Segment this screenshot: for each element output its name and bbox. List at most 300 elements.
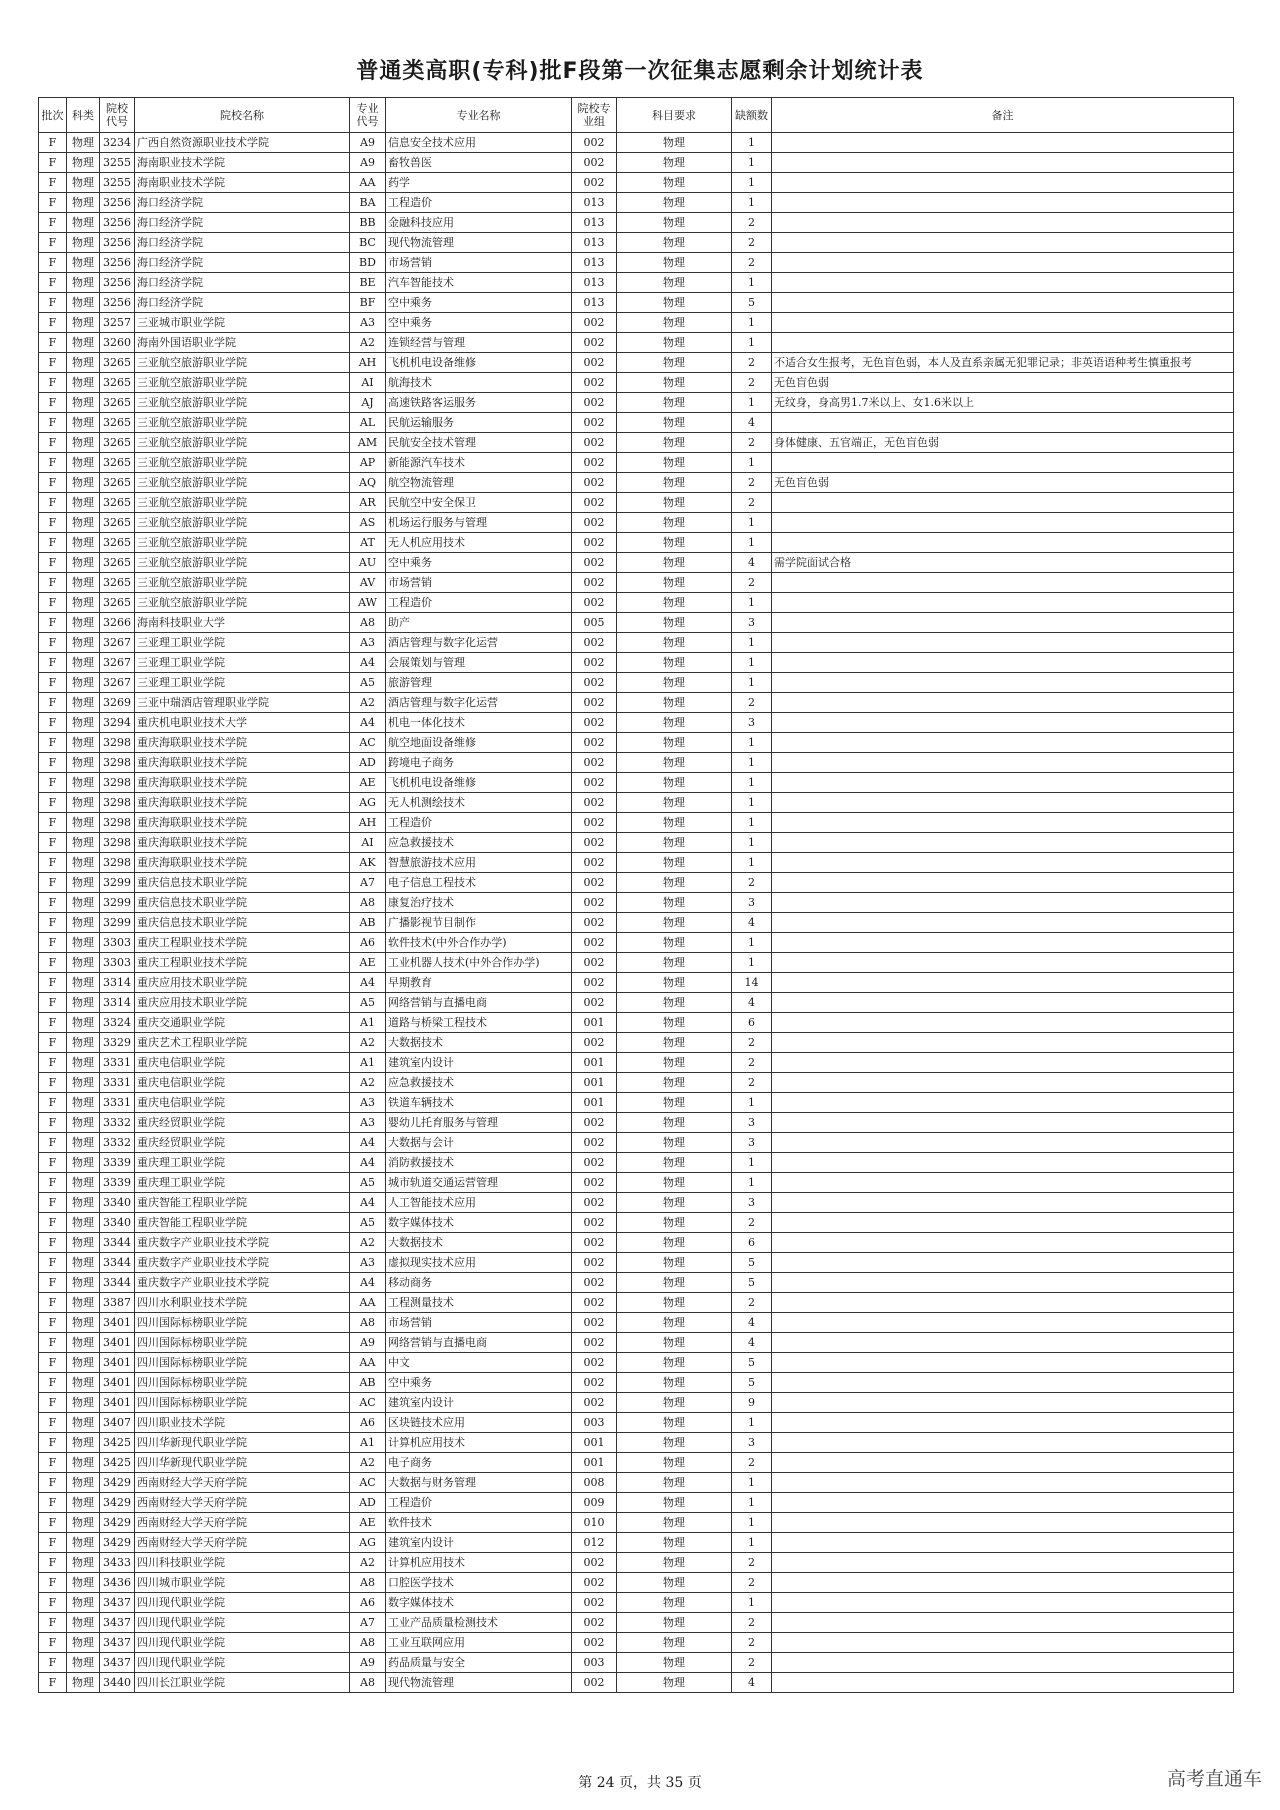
vacancy-cell: 4 (732, 553, 772, 573)
requirement-cell: 物理 (617, 1133, 732, 1153)
remarks-cell: 需学院面试合格 (772, 553, 1234, 573)
major-name-cell: 市场营销 (386, 573, 572, 593)
batch-cell: F (39, 1373, 67, 1393)
table-row (39, 193, 1234, 213)
school-name-cell: 重庆经贸职业学院 (135, 1113, 350, 1133)
major-code-cell: A6 (350, 1413, 386, 1433)
category-cell: 物理 (67, 913, 100, 933)
vacancy-cell: 4 (732, 1313, 772, 1333)
vacancy-cell: 3 (732, 713, 772, 733)
batch-cell: F (39, 1413, 67, 1433)
school-name-cell: 重庆电信职业学院 (135, 1053, 350, 1073)
requirement-cell: 物理 (617, 1353, 732, 1373)
major-code-cell: AB (350, 1373, 386, 1393)
major-code-cell: AB (350, 913, 386, 933)
vacancy-cell: 1 (732, 1593, 772, 1613)
school-name-cell: 重庆数字产业职业技术学院 (135, 1233, 350, 1253)
category-cell: 物理 (67, 733, 100, 753)
category-cell: 物理 (67, 773, 100, 793)
major-name-cell: 计算机应用技术 (386, 1433, 572, 1453)
major-name-cell: 大数据技术 (386, 1033, 572, 1053)
batch-cell: F (39, 733, 67, 753)
requirement-cell: 物理 (617, 1073, 732, 1093)
major-code-cell: AQ (350, 473, 386, 493)
school-code-cell: 3298 (100, 733, 135, 753)
vacancy-cell: 2 (732, 353, 772, 373)
vacancy-cell: 1 (732, 1533, 772, 1553)
remarks-cell (772, 1413, 1234, 1433)
major-code-cell: AR (350, 493, 386, 513)
group-cell: 002 (572, 473, 617, 493)
major-code-cell: A2 (350, 333, 386, 353)
school-code-cell: 3440 (100, 1673, 135, 1693)
major-name-cell: 建筑室内设计 (386, 1533, 572, 1553)
batch-cell: F (39, 1553, 67, 1573)
school-name-cell: 三亚航空旅游职业学院 (135, 593, 350, 613)
group-cell: 002 (572, 313, 617, 333)
school-code-cell: 3265 (100, 593, 135, 613)
school-code-cell: 3256 (100, 213, 135, 233)
major-code-cell: AL (350, 413, 386, 433)
group-cell: 002 (572, 673, 617, 693)
vacancy-cell: 2 (732, 1293, 772, 1313)
table-row (39, 473, 1234, 493)
requirement-cell: 物理 (617, 1393, 732, 1413)
school-name-cell: 三亚航空旅游职业学院 (135, 433, 350, 453)
batch-cell: F (39, 553, 67, 573)
remarks-cell (772, 813, 1234, 833)
major-name-cell: 民航空中安全保卫 (386, 493, 572, 513)
category-cell: 物理 (67, 353, 100, 373)
remarks-cell (772, 513, 1234, 533)
major-code-cell: A2 (350, 1453, 386, 1473)
school-name-cell: 海口经济学院 (135, 213, 350, 233)
category-cell: 物理 (67, 1233, 100, 1253)
school-name-cell: 三亚航空旅游职业学院 (135, 413, 350, 433)
school-name-cell: 重庆海联职业技术学院 (135, 773, 350, 793)
table-row (39, 793, 1234, 813)
requirement-cell: 物理 (617, 1173, 732, 1193)
group-cell: 002 (572, 813, 617, 833)
major-name-cell: 铁道车辆技术 (386, 1093, 572, 1113)
school-code-cell: 3269 (100, 693, 135, 713)
major-name-cell: 机电一体化技术 (386, 713, 572, 733)
school-code-cell: 3256 (100, 193, 135, 213)
vacancy-cell: 1 (732, 793, 772, 813)
school-name-cell: 四川国际标榜职业学院 (135, 1373, 350, 1393)
school-name-cell: 四川国际标榜职业学院 (135, 1313, 350, 1333)
requirement-cell: 物理 (617, 353, 732, 373)
remarks-cell (772, 1113, 1234, 1133)
table-row (39, 753, 1234, 773)
group-cell: 002 (572, 1393, 617, 1413)
vacancy-cell: 1 (732, 513, 772, 533)
table-row (39, 453, 1234, 473)
school-code-cell: 3234 (100, 133, 135, 153)
remarks-cell (772, 853, 1234, 873)
requirement-cell: 物理 (617, 893, 732, 913)
table-row (39, 1113, 1234, 1133)
table-row (39, 1233, 1234, 1253)
batch-cell: F (39, 473, 67, 493)
remarks-cell (772, 1313, 1234, 1333)
major-code-cell: AP (350, 453, 386, 473)
vacancy-cell: 1 (732, 593, 772, 613)
requirement-cell: 物理 (617, 1293, 732, 1313)
school-name-cell: 重庆交通职业学院 (135, 1013, 350, 1033)
school-code-cell: 3401 (100, 1393, 135, 1413)
category-cell: 物理 (67, 1313, 100, 1333)
category-cell: 物理 (67, 293, 100, 313)
batch-cell: F (39, 673, 67, 693)
requirement-cell: 物理 (617, 1553, 732, 1573)
school-name-cell: 三亚航空旅游职业学院 (135, 573, 350, 593)
vacancy-cell: 5 (732, 293, 772, 313)
batch-cell: F (39, 253, 67, 273)
school-code-cell: 3429 (100, 1473, 135, 1493)
category-cell: 物理 (67, 1653, 100, 1673)
category-cell: 物理 (67, 1613, 100, 1633)
category-cell: 物理 (67, 513, 100, 533)
major-code-cell: A4 (350, 1133, 386, 1153)
major-code-cell: BE (350, 273, 386, 293)
school-code-cell: 3265 (100, 493, 135, 513)
school-name-cell: 重庆信息技术职业学院 (135, 913, 350, 933)
requirement-cell: 物理 (617, 1033, 732, 1053)
remarks-cell (772, 313, 1234, 333)
requirement-cell: 物理 (617, 233, 732, 253)
category-cell: 物理 (67, 253, 100, 273)
group-cell: 002 (572, 1113, 617, 1133)
remarks-cell (772, 413, 1234, 433)
school-code-cell: 3331 (100, 1093, 135, 1113)
school-code-cell: 3265 (100, 393, 135, 413)
school-code-cell: 3401 (100, 1313, 135, 1333)
category-cell: 物理 (67, 133, 100, 153)
category-cell: 物理 (67, 333, 100, 353)
school-name-cell: 四川国际标榜职业学院 (135, 1353, 350, 1373)
remarks-cell (772, 973, 1234, 993)
vacancy-cell: 1 (732, 1153, 772, 1173)
school-code-cell: 3298 (100, 853, 135, 873)
school-name-cell: 重庆海联职业技术学院 (135, 793, 350, 813)
vacancy-cell: 2 (732, 693, 772, 713)
major-name-cell: 软件技术(中外合作办学) (386, 933, 572, 953)
school-name-cell: 三亚航空旅游职业学院 (135, 513, 350, 533)
requirement-cell: 物理 (617, 1193, 732, 1213)
requirement-cell: 物理 (617, 613, 732, 633)
category-cell: 物理 (67, 273, 100, 293)
group-cell: 002 (572, 1153, 617, 1173)
remarks-cell (772, 953, 1234, 973)
school-name-cell: 海口经济学院 (135, 233, 350, 253)
school-name-cell: 重庆数字产业职业技术学院 (135, 1253, 350, 1273)
major-name-cell: 工业机器人技术(中外合作办学) (386, 953, 572, 973)
requirement-cell: 物理 (617, 1093, 732, 1113)
school-name-cell: 海口经济学院 (135, 253, 350, 273)
group-cell: 002 (572, 693, 617, 713)
table-row (39, 1153, 1234, 1173)
school-name-cell: 四川国际标榜职业学院 (135, 1393, 350, 1413)
requirement-cell: 物理 (617, 693, 732, 713)
school-name-cell: 重庆数字产业职业技术学院 (135, 1273, 350, 1293)
table-row (39, 953, 1234, 973)
school-name-cell: 西南财经大学天府学院 (135, 1493, 350, 1513)
major-code-cell: A2 (350, 1233, 386, 1253)
requirement-cell: 物理 (617, 653, 732, 673)
group-cell: 009 (572, 1493, 617, 1513)
vacancy-cell: 1 (732, 1513, 772, 1533)
requirement-cell: 物理 (617, 633, 732, 653)
category-cell: 物理 (67, 1553, 100, 1573)
requirement-cell: 物理 (617, 1413, 732, 1433)
major-name-cell: 酒店管理与数字化运营 (386, 633, 572, 653)
major-name-cell: 大数据与会计 (386, 1133, 572, 1153)
vacancy-cell: 6 (732, 1013, 772, 1033)
batch-cell: F (39, 193, 67, 213)
remarks-cell (772, 793, 1234, 813)
group-cell: 002 (572, 953, 617, 973)
category-cell: 物理 (67, 1013, 100, 1033)
category-cell: 物理 (67, 193, 100, 213)
remarks-cell (772, 133, 1234, 153)
major-code-cell: A8 (350, 893, 386, 913)
school-code-cell: 3298 (100, 773, 135, 793)
school-code-cell: 3340 (100, 1213, 135, 1233)
table-row (39, 673, 1234, 693)
batch-cell: F (39, 1613, 67, 1633)
remarks-cell (772, 1593, 1234, 1613)
header-school-major-group: 院校专业组 (572, 98, 617, 133)
remarks-cell (772, 1173, 1234, 1193)
vacancy-cell: 1 (732, 533, 772, 553)
vacancy-cell: 4 (732, 1673, 772, 1693)
vacancy-cell: 14 (732, 973, 772, 993)
major-code-cell: AC (350, 1473, 386, 1493)
remarks-cell (772, 213, 1234, 233)
major-code-cell: A5 (350, 673, 386, 693)
school-code-cell: 3294 (100, 713, 135, 733)
group-cell: 002 (572, 1133, 617, 1153)
table-row (39, 1053, 1234, 1073)
major-name-cell: 连锁经营与管理 (386, 333, 572, 353)
requirement-cell: 物理 (617, 1313, 732, 1333)
requirement-cell: 物理 (617, 1453, 732, 1473)
table-row (39, 1493, 1234, 1513)
school-code-cell: 3265 (100, 533, 135, 553)
vacancy-cell: 3 (732, 1433, 772, 1453)
table-row (39, 493, 1234, 513)
table-row (39, 1573, 1234, 1593)
group-cell: 001 (572, 1013, 617, 1033)
category-cell: 物理 (67, 533, 100, 553)
remarks-cell (772, 933, 1234, 953)
school-name-cell: 重庆海联职业技术学院 (135, 853, 350, 873)
group-cell: 002 (572, 573, 617, 593)
major-code-cell: AI (350, 833, 386, 853)
group-cell: 002 (572, 893, 617, 913)
category-cell: 物理 (67, 493, 100, 513)
school-code-cell: 3344 (100, 1233, 135, 1253)
batch-cell: F (39, 993, 67, 1013)
group-cell: 002 (572, 733, 617, 753)
category-cell: 物理 (67, 1353, 100, 1373)
batch-cell: F (39, 1273, 67, 1293)
school-code-cell: 3255 (100, 173, 135, 193)
batch-cell: F (39, 1233, 67, 1253)
school-name-cell: 广西自然资源职业技术学院 (135, 133, 350, 153)
requirement-cell: 物理 (617, 253, 732, 273)
group-cell: 002 (572, 1553, 617, 1573)
major-code-cell: AG (350, 1533, 386, 1553)
header-major-name: 专业名称 (386, 98, 572, 133)
remarks-cell (772, 733, 1234, 753)
school-name-cell: 海口经济学院 (135, 273, 350, 293)
requirement-cell: 物理 (617, 153, 732, 173)
school-name-cell: 四川长江职业学院 (135, 1673, 350, 1693)
requirement-cell: 物理 (617, 593, 732, 613)
vacancy-cell: 3 (732, 1113, 772, 1133)
major-code-cell: A9 (350, 1333, 386, 1353)
group-cell: 002 (572, 1593, 617, 1613)
batch-cell: F (39, 1333, 67, 1353)
requirement-cell: 物理 (617, 1233, 732, 1253)
remarks-cell (772, 1433, 1234, 1453)
school-code-cell: 3387 (100, 1293, 135, 1313)
group-cell: 002 (572, 373, 617, 393)
remarks-cell (772, 1133, 1234, 1153)
requirement-cell: 物理 (617, 1273, 732, 1293)
vacancy-cell: 2 (732, 213, 772, 233)
major-name-cell: 虚拟现实技术应用 (386, 1253, 572, 1273)
remarks-cell: 不适合女生报考，无色盲色弱，本人及直系亲属无犯罪记录；非英语语种考生慎重报考 (772, 353, 1234, 373)
school-name-cell: 海口经济学院 (135, 293, 350, 313)
major-code-cell: A4 (350, 973, 386, 993)
table-row (39, 1273, 1234, 1293)
school-code-cell: 3265 (100, 573, 135, 593)
remarks-cell (772, 753, 1234, 773)
category-cell: 物理 (67, 1093, 100, 1113)
batch-cell: F (39, 1673, 67, 1693)
table-row (39, 973, 1234, 993)
major-name-cell: 消防救援技术 (386, 1153, 572, 1173)
major-code-cell: A8 (350, 1673, 386, 1693)
vacancy-cell: 1 (732, 753, 772, 773)
requirement-cell: 物理 (617, 1433, 732, 1453)
category-cell: 物理 (67, 1513, 100, 1533)
major-name-cell: 大数据与财务管理 (386, 1473, 572, 1493)
table-row (39, 553, 1234, 573)
major-name-cell: 工程测量技术 (386, 1293, 572, 1313)
major-code-cell: A8 (350, 1313, 386, 1333)
school-code-cell: 3303 (100, 953, 135, 973)
major-code-cell: AH (350, 813, 386, 833)
batch-cell: F (39, 1253, 67, 1273)
group-cell: 002 (572, 913, 617, 933)
school-name-cell: 三亚航空旅游职业学院 (135, 473, 350, 493)
major-name-cell: 智慧旅游技术应用 (386, 853, 572, 873)
group-cell: 013 (572, 273, 617, 293)
school-code-cell: 3314 (100, 993, 135, 1013)
table-row (39, 1673, 1234, 1693)
school-code-cell: 3298 (100, 813, 135, 833)
major-name-cell: 空中乘务 (386, 313, 572, 333)
school-name-cell: 重庆理工职业学院 (135, 1173, 350, 1193)
major-name-cell: 工程造价 (386, 593, 572, 613)
group-cell: 002 (572, 833, 617, 853)
remarks-cell (772, 573, 1234, 593)
batch-cell: F (39, 513, 67, 533)
remarks-cell (772, 1233, 1234, 1253)
category-cell: 物理 (67, 593, 100, 613)
school-code-cell: 3344 (100, 1253, 135, 1273)
remarks-cell (772, 1453, 1234, 1473)
group-cell: 002 (572, 713, 617, 733)
major-code-cell: AA (350, 1353, 386, 1373)
vacancy-cell: 4 (732, 1333, 772, 1353)
remarks-cell (772, 1373, 1234, 1393)
major-code-cell: BB (350, 213, 386, 233)
group-cell: 002 (572, 1193, 617, 1213)
school-name-cell: 重庆经贸职业学院 (135, 1133, 350, 1153)
batch-cell: F (39, 833, 67, 853)
batch-cell: F (39, 1453, 67, 1473)
vacancy-cell: 2 (732, 1553, 772, 1573)
group-cell: 002 (572, 433, 617, 453)
remarks-cell (772, 653, 1234, 673)
table-row (39, 433, 1234, 453)
batch-cell: F (39, 533, 67, 553)
major-name-cell: 空中乘务 (386, 293, 572, 313)
batch-cell: F (39, 1133, 67, 1153)
group-cell: 013 (572, 253, 617, 273)
school-name-cell: 重庆智能工程职业学院 (135, 1213, 350, 1233)
category-cell: 物理 (67, 433, 100, 453)
school-name-cell: 海南职业技术学院 (135, 153, 350, 173)
remarks-cell (772, 1073, 1234, 1093)
table-row (39, 713, 1234, 733)
school-code-cell: 3437 (100, 1613, 135, 1633)
vacancy-cell: 2 (732, 1073, 772, 1093)
category-cell: 物理 (67, 453, 100, 473)
vacancy-cell: 1 (732, 133, 772, 153)
major-name-cell: 工业产品质量检测技术 (386, 1613, 572, 1633)
remarks-cell (772, 333, 1234, 353)
vacancy-cell: 2 (732, 373, 772, 393)
batch-cell: F (39, 153, 67, 173)
school-code-cell: 3425 (100, 1433, 135, 1453)
table-row (39, 413, 1234, 433)
requirement-cell: 物理 (617, 1113, 732, 1133)
category-cell: 物理 (67, 313, 100, 333)
school-code-cell: 3267 (100, 633, 135, 653)
table-row (39, 213, 1234, 233)
group-cell: 001 (572, 1053, 617, 1073)
school-name-cell: 三亚航空旅游职业学院 (135, 353, 350, 373)
table-row (39, 893, 1234, 913)
remarks-cell (772, 1533, 1234, 1553)
remarks-cell (772, 1333, 1234, 1353)
category-cell: 物理 (67, 653, 100, 673)
school-code-cell: 3265 (100, 473, 135, 493)
category-cell: 物理 (67, 953, 100, 973)
major-name-cell: 现代物流管理 (386, 1673, 572, 1693)
major-name-cell: 应急救援技术 (386, 1073, 572, 1093)
batch-cell: F (39, 133, 67, 153)
major-name-cell: 中文 (386, 1353, 572, 1373)
vacancy-cell: 2 (732, 873, 772, 893)
major-code-cell: AG (350, 793, 386, 813)
